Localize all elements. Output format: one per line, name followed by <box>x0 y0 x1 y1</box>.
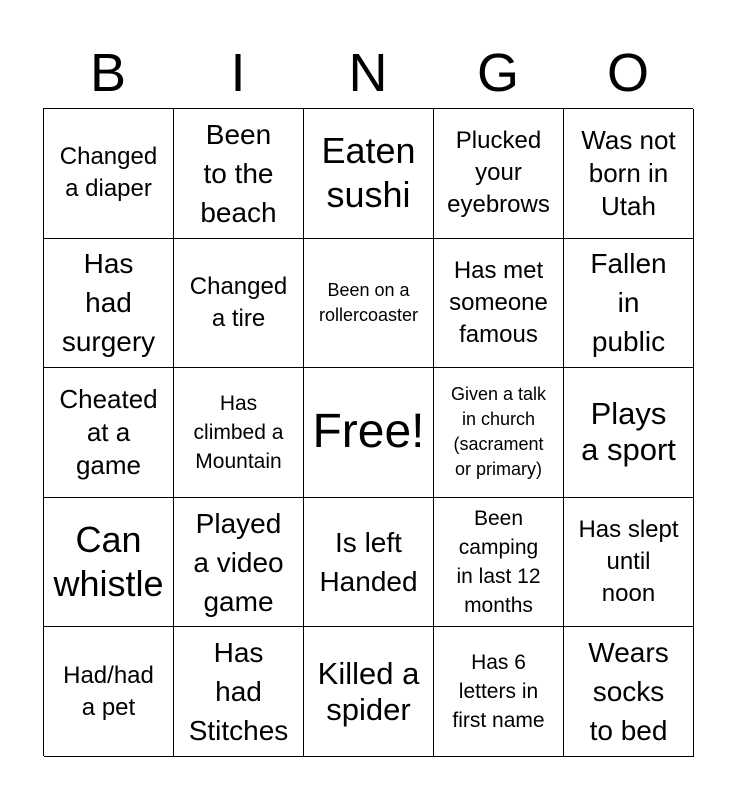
bingo-cell-label: Has had Stitches <box>188 637 289 747</box>
bingo-cell-label: Has climbed a Mountain <box>193 391 284 473</box>
header-letter-i: I <box>230 43 246 103</box>
bingo-cell-b5[interactable] <box>44 627 174 757</box>
bingo-cell-label: Fallen in public <box>590 248 667 358</box>
bingo-cell-label: Has slept until noon <box>578 516 679 608</box>
bingo-cell-label: Is left Handed <box>319 527 418 598</box>
header-letter-n: N <box>348 43 388 103</box>
bingo-cell-i4[interactable] <box>174 498 304 628</box>
bingo-cell-g3[interactable] <box>434 368 564 498</box>
bingo-cell-label: Killed a spider <box>317 655 420 727</box>
bingo-cell-i3[interactable] <box>174 368 304 498</box>
bingo-cell-label: Wears socks to bed <box>588 637 669 747</box>
bingo-cell-g5[interactable] <box>434 627 564 757</box>
bingo-cell-o3[interactable] <box>564 368 694 498</box>
bingo-cell-label: Plucked your eyebrows <box>447 127 550 219</box>
bingo-cell-label: Been camping in last 12 months <box>456 507 541 618</box>
bingo-cell-label: Has 6 letters in first name <box>452 651 545 733</box>
bingo-cell-label: Changed a tire <box>189 272 288 332</box>
bingo-cell-label: Had/had a pet <box>63 661 154 721</box>
bingo-cell-n4[interactable] <box>304 498 434 628</box>
bingo-cell-b4[interactable] <box>44 498 174 628</box>
bingo-cell-label: Has had surgery <box>61 248 156 358</box>
bingo-cell-n1[interactable] <box>304 109 434 239</box>
bingo-cell-g2[interactable] <box>434 239 564 369</box>
bingo-cell-n5[interactable] <box>304 627 434 757</box>
bingo-cell-label: Was not born in Utah <box>581 124 676 221</box>
bingo-cell-label: Changed a diaper <box>59 143 158 203</box>
bingo-cell-o5[interactable] <box>564 627 694 757</box>
bingo-cell-b3[interactable] <box>44 368 174 498</box>
bingo-board <box>43 108 693 756</box>
bingo-cell-label: Cheated at a game <box>59 383 158 480</box>
bingo-cell-label: Can whistle <box>53 519 164 605</box>
bingo-cell-i2[interactable] <box>174 239 304 369</box>
bingo-cell-free[interactable] <box>304 368 434 498</box>
bingo-cell-label: Eaten sushi <box>321 130 416 216</box>
bingo-cell-o1[interactable] <box>564 109 694 239</box>
header-letter-g: G <box>476 43 519 103</box>
bingo-cell-i5[interactable] <box>174 627 304 757</box>
bingo-cell-i1[interactable] <box>174 109 304 239</box>
bingo-cell-g1[interactable] <box>434 109 564 239</box>
bingo-cell-label: Plays a sport <box>581 396 676 468</box>
bingo-cell-label: Given a talk in church (sacrament or primary) <box>450 384 547 480</box>
bingo-cell-o2[interactable] <box>564 239 694 369</box>
bingo-header <box>43 30 693 108</box>
bingo-cell-o4[interactable] <box>564 498 694 628</box>
bingo-cell-label: Been on a rollercoaster <box>318 279 419 325</box>
bingo-cell-n2[interactable] <box>304 239 434 369</box>
bingo-cell-label: Has met someone famous <box>449 256 548 348</box>
bingo-cell-b2[interactable] <box>44 239 174 369</box>
header-letter-b: B <box>89 43 127 103</box>
header-letter-o: O <box>606 43 649 103</box>
bingo-cell-b1[interactable] <box>44 109 174 239</box>
bingo-cell-label: Played a video game <box>193 507 284 617</box>
bingo-cell-label: Been to the beach <box>200 118 277 228</box>
free-space-label: Free! <box>312 405 425 459</box>
bingo-cell-g4[interactable] <box>434 498 564 628</box>
